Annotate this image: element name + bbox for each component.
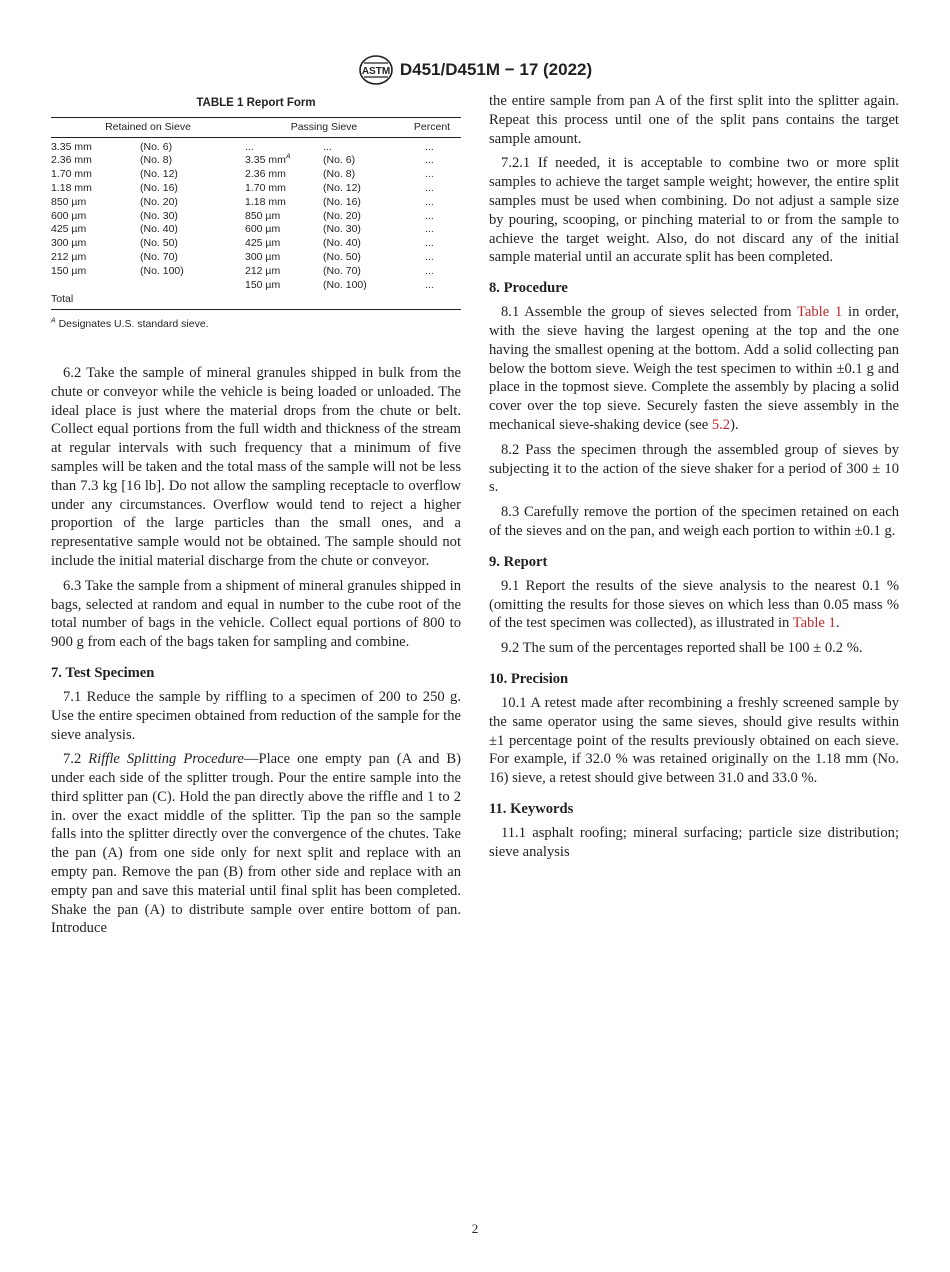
table-cell: 2.36 mm xyxy=(51,154,92,167)
table-1-link-2[interactable]: Table 1 xyxy=(792,615,836,632)
paragraph-10-1: 10.1 A retest made after recombining a freshly screened sample by the same operator using the same sieves, should give results within ±1 percentage point of the results previously obtained on each sieve. For example, if 32.0 % was retained originally on the 1.18 mm (No. 16) sieve, a retest should give between 31.0 and 33.0 %. xyxy=(489,694,899,787)
paragraph-11-1: 11.1 asphalt roofing; mineral surfacing; particle size distribution; sieve analysis xyxy=(489,824,899,860)
table-cell: (No. 70) xyxy=(140,250,178,263)
footnote-mark: A xyxy=(51,317,56,325)
section-11-heading: 11. Keywords xyxy=(489,800,574,817)
table-cell: 212 µm xyxy=(51,250,87,263)
table-cell: 1.18 mm xyxy=(51,181,92,194)
table-cell: ... xyxy=(425,278,434,291)
table-cell: 150 µm xyxy=(51,264,87,277)
paragraph-8-3: 8.3 Carefully remove the portion of the specimen retained on each of the sieves and on the pan, and weigh each portion to within ±0.1 g. xyxy=(489,504,899,539)
table-cell: 2.36 mm xyxy=(245,168,286,181)
paragraph-7-2-continued: the entire sample from pan A of the first split into the splitter again. Repeat this process until one of the split pans contains the target sample amount. xyxy=(489,93,899,147)
table-cell: 425 µm xyxy=(51,223,87,236)
table-row xyxy=(51,210,461,224)
svg-text:ASTM: ASTM xyxy=(361,66,391,77)
right-column xyxy=(489,92,899,868)
table-cell: 300 µm xyxy=(51,237,87,250)
paragraph-9-1: 9.1 Report the results of the sieve analysis to the nearest 0.1 % (omitting the results for those sieves on which less than 0.05 mass % of the test specimen was collected), as illustrated in Table 1. xyxy=(489,577,899,632)
paragraph-8-1: 8.1 Assemble the group of sieves selected from Table 1 in order, with the sieve having the largest opening at the top and the one having the smallest opening at the bottom. Add a solid collecting pan below the bottom sieve. Weigh the test specimen to within ±0.1 g and place in the topmost sieve. Complete the assembly by placing a solid cover over the top sieve. Securely fasten the sieve assembly in the mechanical sieve-shaking device (see 5.2). xyxy=(489,304,899,433)
table-cell: ... xyxy=(425,250,434,263)
table-cell: ... xyxy=(425,168,434,181)
table-cell: (No. 100) xyxy=(323,278,367,291)
table-cell: 1.70 mm xyxy=(245,181,286,194)
table-row xyxy=(51,168,461,182)
table-row xyxy=(51,237,461,251)
table-cell: 1.18 mm xyxy=(245,195,286,208)
table-header-row xyxy=(51,117,461,137)
table-cell: ... xyxy=(425,195,434,208)
table-cell: (No. 16) xyxy=(140,181,178,194)
table-cell: 600 µm xyxy=(51,209,87,222)
astm-logo-icon xyxy=(358,55,394,85)
table-cell: (No. 40) xyxy=(323,237,361,250)
header-passing: Passing Sieve xyxy=(245,117,403,137)
table-cell: ... xyxy=(425,181,434,194)
header-retained: Retained on Sieve xyxy=(51,117,245,137)
table-cell: (No. 8) xyxy=(323,168,356,181)
table-cell: ... xyxy=(425,237,434,250)
table-cell: ... xyxy=(425,209,434,222)
table-total-row xyxy=(51,292,461,309)
table-row xyxy=(51,141,461,155)
table-cell: (No. 70) xyxy=(323,264,361,277)
header-percent: Percent xyxy=(403,117,461,137)
table-cell: (No. 50) xyxy=(140,237,178,250)
table-cell: 850 µm xyxy=(51,195,87,208)
table-cell: ... xyxy=(425,264,434,277)
table-cell: (No. 40) xyxy=(140,223,178,236)
section-8-heading: 8. Procedure xyxy=(489,280,568,297)
table-cell: 3.35 $mm^A$ xyxy=(245,153,291,167)
left-column xyxy=(51,92,461,944)
paragraph-9-2: 9.2 The sum of the percentages reported shall be 100 ± 0.2 %. xyxy=(501,640,863,657)
paragraph-7-1: 7.1 Reduce the sample by riffling to a specimen of 200 to 250 g. Use the entire specimen obtained from reduction of the sample for the sieve analysis. xyxy=(51,688,461,743)
table-cell: ... xyxy=(425,154,434,167)
page-number: 2 xyxy=(471,1221,479,1236)
table-cell: (No. 6) xyxy=(323,154,356,167)
table-cell xyxy=(140,279,245,293)
table-title: TABLE 1 Report Form xyxy=(196,97,316,109)
document-id: D451/D451M − 17 (2022) xyxy=(399,60,593,79)
sieve-footnote-mark: A xyxy=(285,153,291,161)
table-cell: 1.70 mm xyxy=(51,168,92,181)
table-row xyxy=(51,223,461,237)
table-row xyxy=(51,279,461,293)
table-cell xyxy=(51,279,140,293)
table-cell: (No. 6) xyxy=(140,140,173,153)
section-5-2-link[interactable]: 5.2 xyxy=(711,416,731,433)
paragraph-8-2: 8.2 Pass the specimen through the assembled group of sieves by subjecting it to the action of the sieve shaker for a period of 300 ± 10 s. xyxy=(489,441,899,496)
table-cell: 425 µm xyxy=(245,237,281,250)
table-cell: (No. 8) xyxy=(140,154,173,167)
table-cell: (No. 30) xyxy=(323,223,361,236)
table-cell: (No. 100) xyxy=(140,264,184,277)
total-label: Total xyxy=(51,293,74,306)
table-row xyxy=(51,251,461,265)
section-9-heading: 9. Report xyxy=(489,553,548,570)
table-cell: ... xyxy=(323,140,332,153)
table-row xyxy=(51,154,461,168)
table-cell: 300 µm xyxy=(245,250,281,263)
table-cell: ... xyxy=(425,223,434,236)
table-row xyxy=(51,265,461,279)
table-cell: (No. 12) xyxy=(323,181,361,194)
table-cell: 850 µm xyxy=(245,209,281,222)
section-7-heading: 7. Test Specimen xyxy=(51,664,155,681)
table-cell: (No. 50) xyxy=(323,250,361,263)
footnote-text: Designates U.S. standard sieve. xyxy=(55,318,209,331)
table-footnote xyxy=(51,315,461,334)
table-cell: (No. 16) xyxy=(323,195,361,208)
table-cell: 150 µm xyxy=(245,278,281,291)
table-cell: ... xyxy=(245,140,254,153)
table-row xyxy=(51,182,461,196)
table-row xyxy=(51,196,461,210)
table-cell: ... xyxy=(425,140,434,153)
table-cell: (No. 12) xyxy=(140,168,178,181)
paragraph-7-2: 7.2 Riffle Splitting Procedure—Place one empty pan (A and B) under each side of the splitter trough. Pour the entire sample into the third splitter pan (C). Hold the pan directly above the riffle and 1 to 2 in. over the exact middle of the splitter. Tip the pan so the sample falls into the splitter directly over the convergence of the chutes. Take the pan (A) from one side only for next split and replace with an empty pan. Remove the pan (B) from other side and replace with an empty pan and save this material until final split has been completed. Shake the pan (A) to distribute sample over entire bottom of pan. Introduce xyxy=(51,751,462,937)
paragraph-6-2: 6.2 Take the sample of mineral granules shipped in bulk from the chute or conveyor while the vehicle is being loaded or unloaded. The ideal place is just where the material drops from the chute or belt. Collect equal portions from the full width and thickness of the stream at regular intervals with such frequency that a minimum of five samples will be taken and the total mass of the sample will not be less than 7.3 kg [16 lb]. Do not allow the sampling receptacle to overflow under any circumstances. Overflow would tend to reject a higher proportion of the large particles than the small ones, and a representative sample would not be obtained. The sample should not include the initial material discharge from the chute or conveyor. xyxy=(51,364,461,569)
riffle-title: Riffle Splitting Procedure xyxy=(88,751,244,768)
table-cell: (No. 20) xyxy=(140,195,178,208)
table-cell: (No. 20) xyxy=(323,209,361,222)
table-cell: 600 µm xyxy=(245,223,281,236)
table-cell: 3.35 mm xyxy=(51,140,92,153)
section-10-heading: 10. Precision xyxy=(489,670,569,687)
report-form-table xyxy=(51,117,461,310)
table-1-link[interactable]: Table 1 xyxy=(796,304,843,321)
table-cell: (No. 30) xyxy=(140,209,178,222)
paragraph-6-3: 6.3 Take the sample from a shipment of mineral granules shipped in bags, selected at random and equal in number to the cube root of the total number of bags in the vehicle. Collect equal portions of 800 to 900 g from each of the bags taken for sampling and combine. xyxy=(51,577,461,651)
page-header xyxy=(0,55,950,85)
paragraph-7-2-1: 7.2.1 If needed, it is acceptable to combine two or more split samples to achieve the target sample weight; however, the entire split samples must be used when combining. Do not adjust a sample size by pouring, scooping, or pinching material to or from the sample to achieve the target weight. Also, do not discard any of the initial sample material until an accurate split has been completed. xyxy=(489,155,899,266)
table-cell: 212 µm xyxy=(245,264,281,277)
